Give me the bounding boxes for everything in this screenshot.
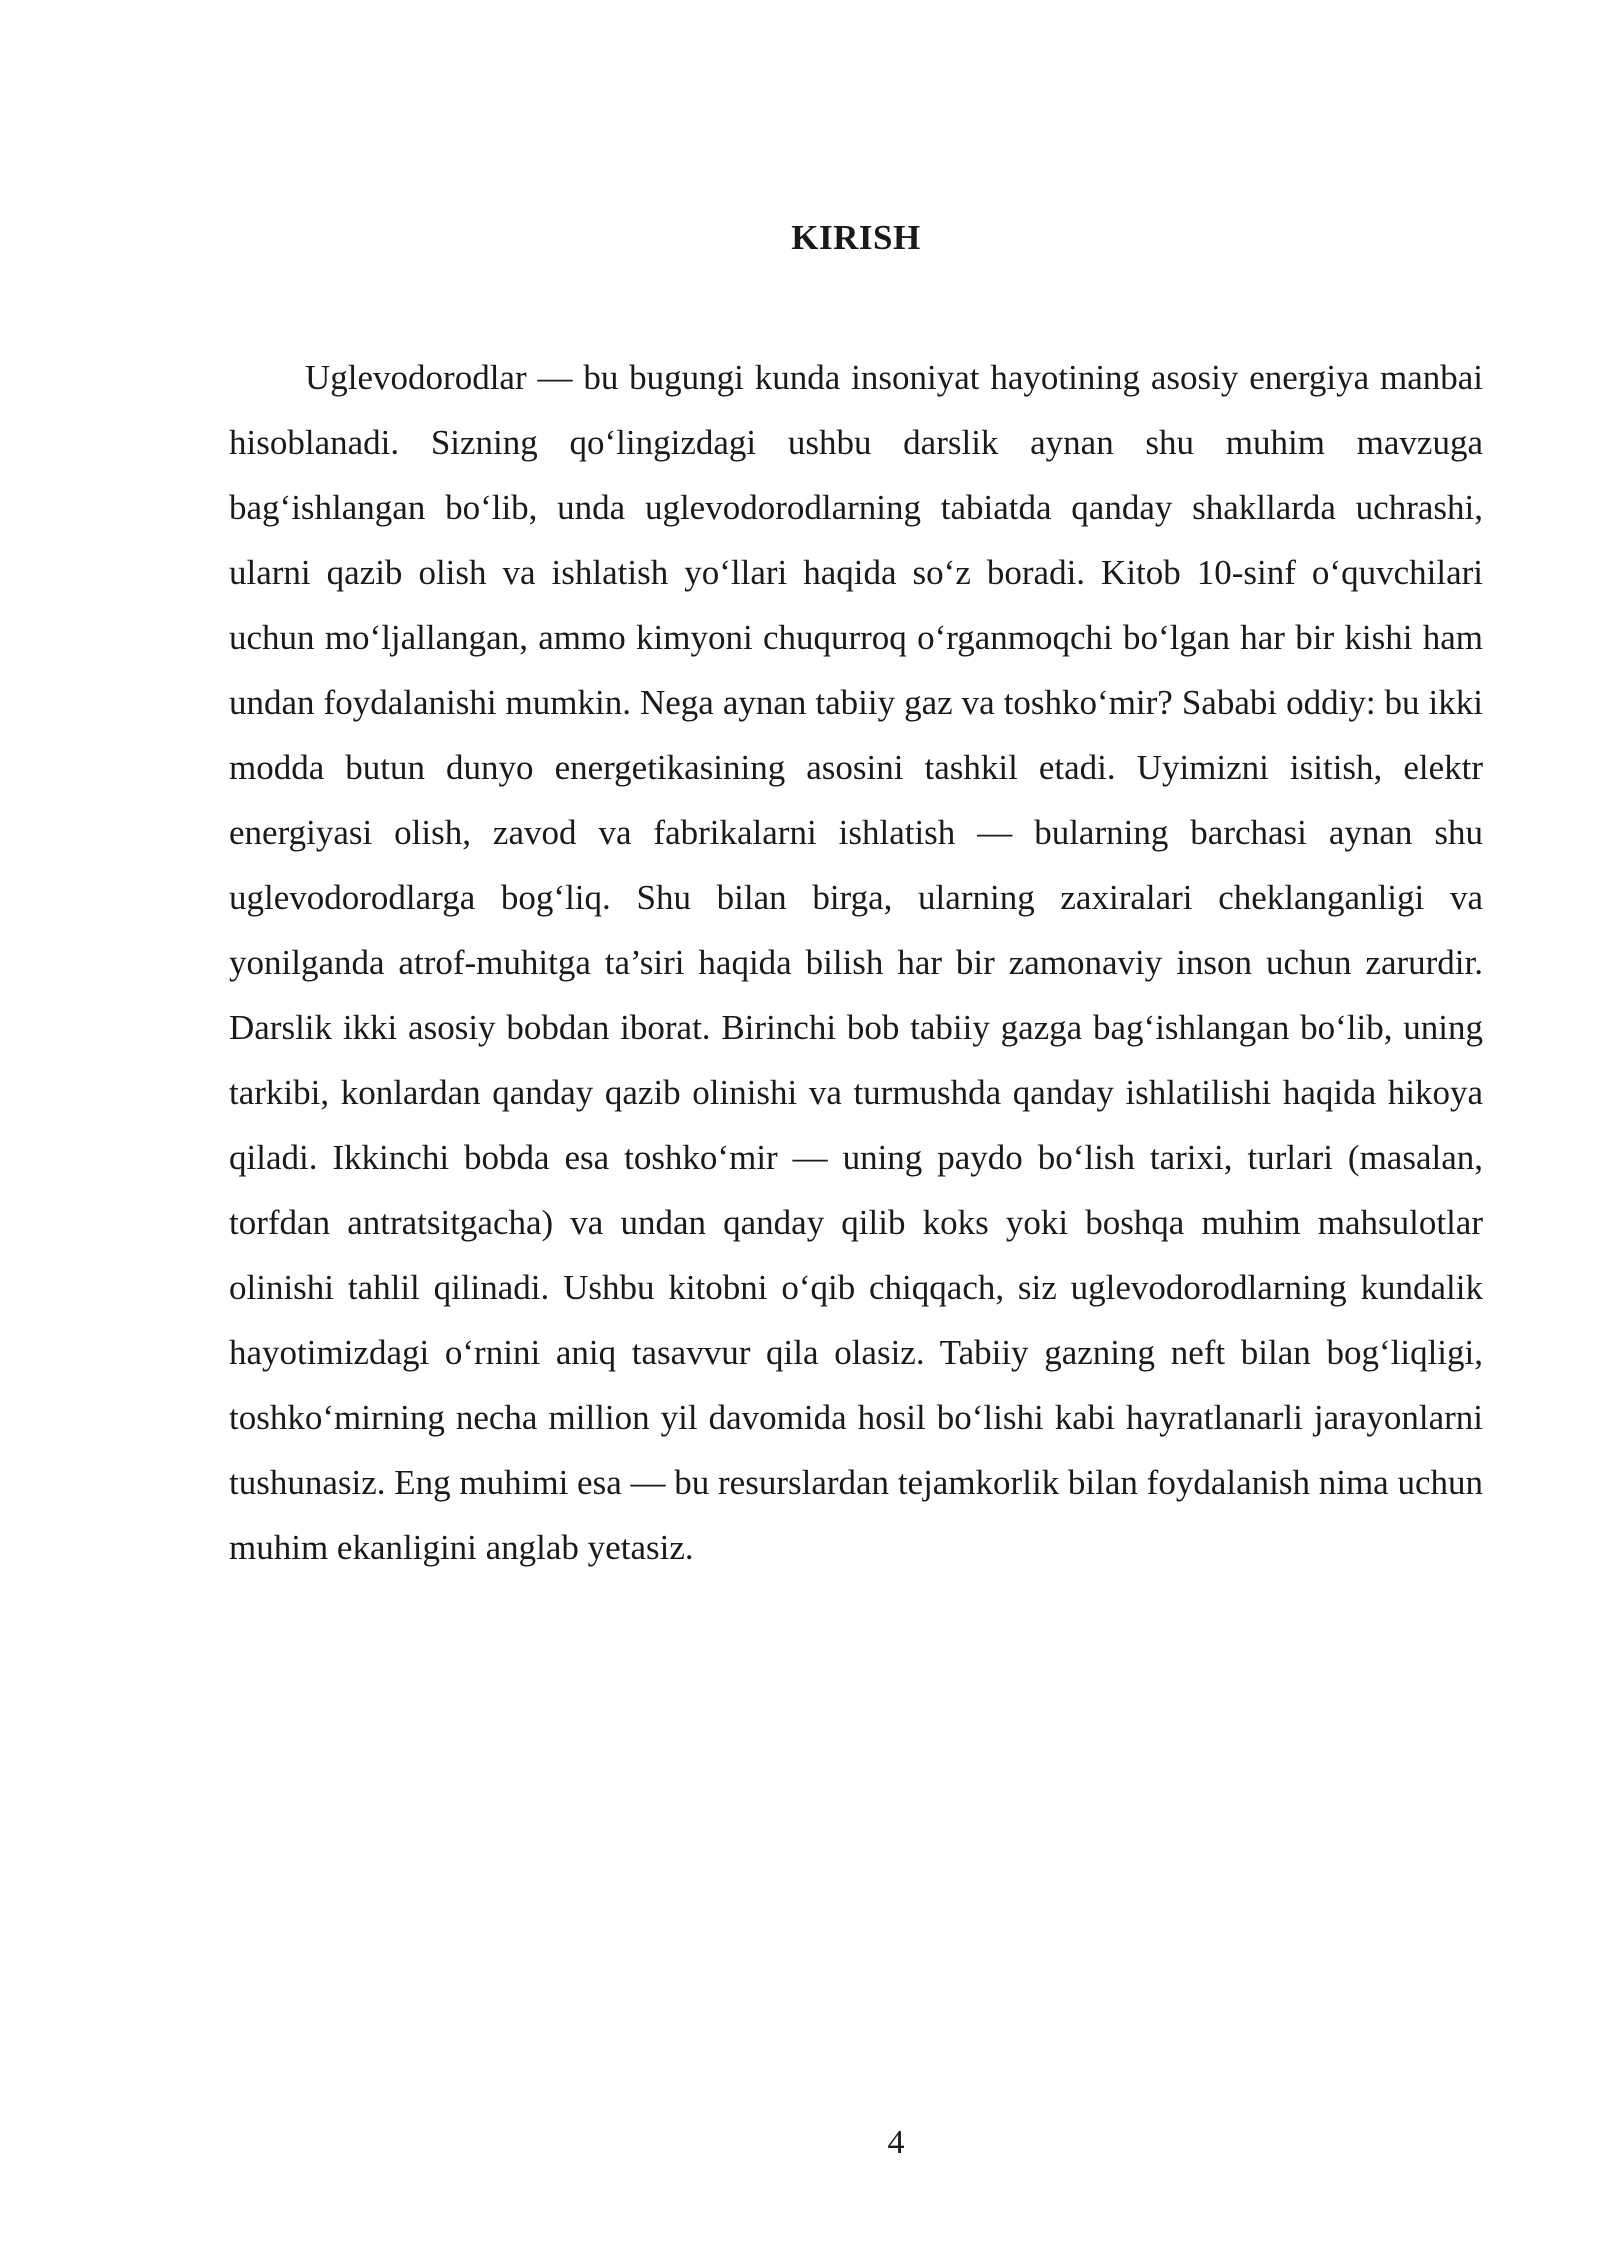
body-paragraph: Uglevodorodlar — bu bugungi kunda insoniyat hayotining asosiy energiya manbai hisoblanadi. Sizning qo‘lingizdagi ushbu darslik aynan shu muhim mavzuga bag‘ishlangan bo‘lib, unda uglevodorodlarning tabiatda qanday shakllarda uchrashi, ularni qazib olish va ishlatish yo‘llari haqida so‘z boradi. Kitob 10-sinf o‘quvchilari uchun mo‘ljallangan, ammo kimyoni chuqurroq o‘rganmoqchi bo‘lgan har bir kishi ham undan foydalanishi mumkin. Nega aynan tabiiy gaz va toshko‘mir? Sababi oddiy: bu ikki modda butun dunyo energetikasining asosini tashkil etadi. Uyimizni isitish, elektr energiyasi olish, zavod va fabrikalarni ishlatish — bularning barchasi aynan shu uglevodorodlarga bog‘liq. Shu bilan birga, ularning zaxiralari cheklanganligi va yonilganda atrof-muhitga ta’siri haqida bilish har bir zamonaviy inson uchun zarurdir. Darslik ikki asosiy bobdan iborat. Birinchi bob tabiiy gazga bag‘ishlangan bo‘lib, uning tarkibi, konlardan qanday qazib olinishi va turmushda qanday ishlatilishi haqida hikoya qiladi. Ikkinchi bobda esa toshko‘mir — uning paydo bo‘lish tarixi, turlari (masalan, torfdan antratsitgacha) va undan qanday qilib koks yoki boshqa muhim mahsulotlar olinishi tahlil qilinadi. Ushbu kitobni o‘qib chiqqach, siz uglevodorodlarning kundalik hayotimizdagi o‘rnini aniq tasavvur qila olasiz. Tabiiy gazning neft bilan bog‘liqligi, toshko‘mirning necha million yil davomida hosil bo‘lishi kabi hayratlanarli jarayonlarni tushunasiz. Eng muhimi esa — bu resurslardan tejamkorlik bilan foydalanish nima uchun muhim ekanligini anglab yetasiz. bbox=[229, 358, 1483, 1567]
page-number: 4 bbox=[887, 2124, 905, 2161]
page-title: KIRISH bbox=[791, 218, 921, 257]
